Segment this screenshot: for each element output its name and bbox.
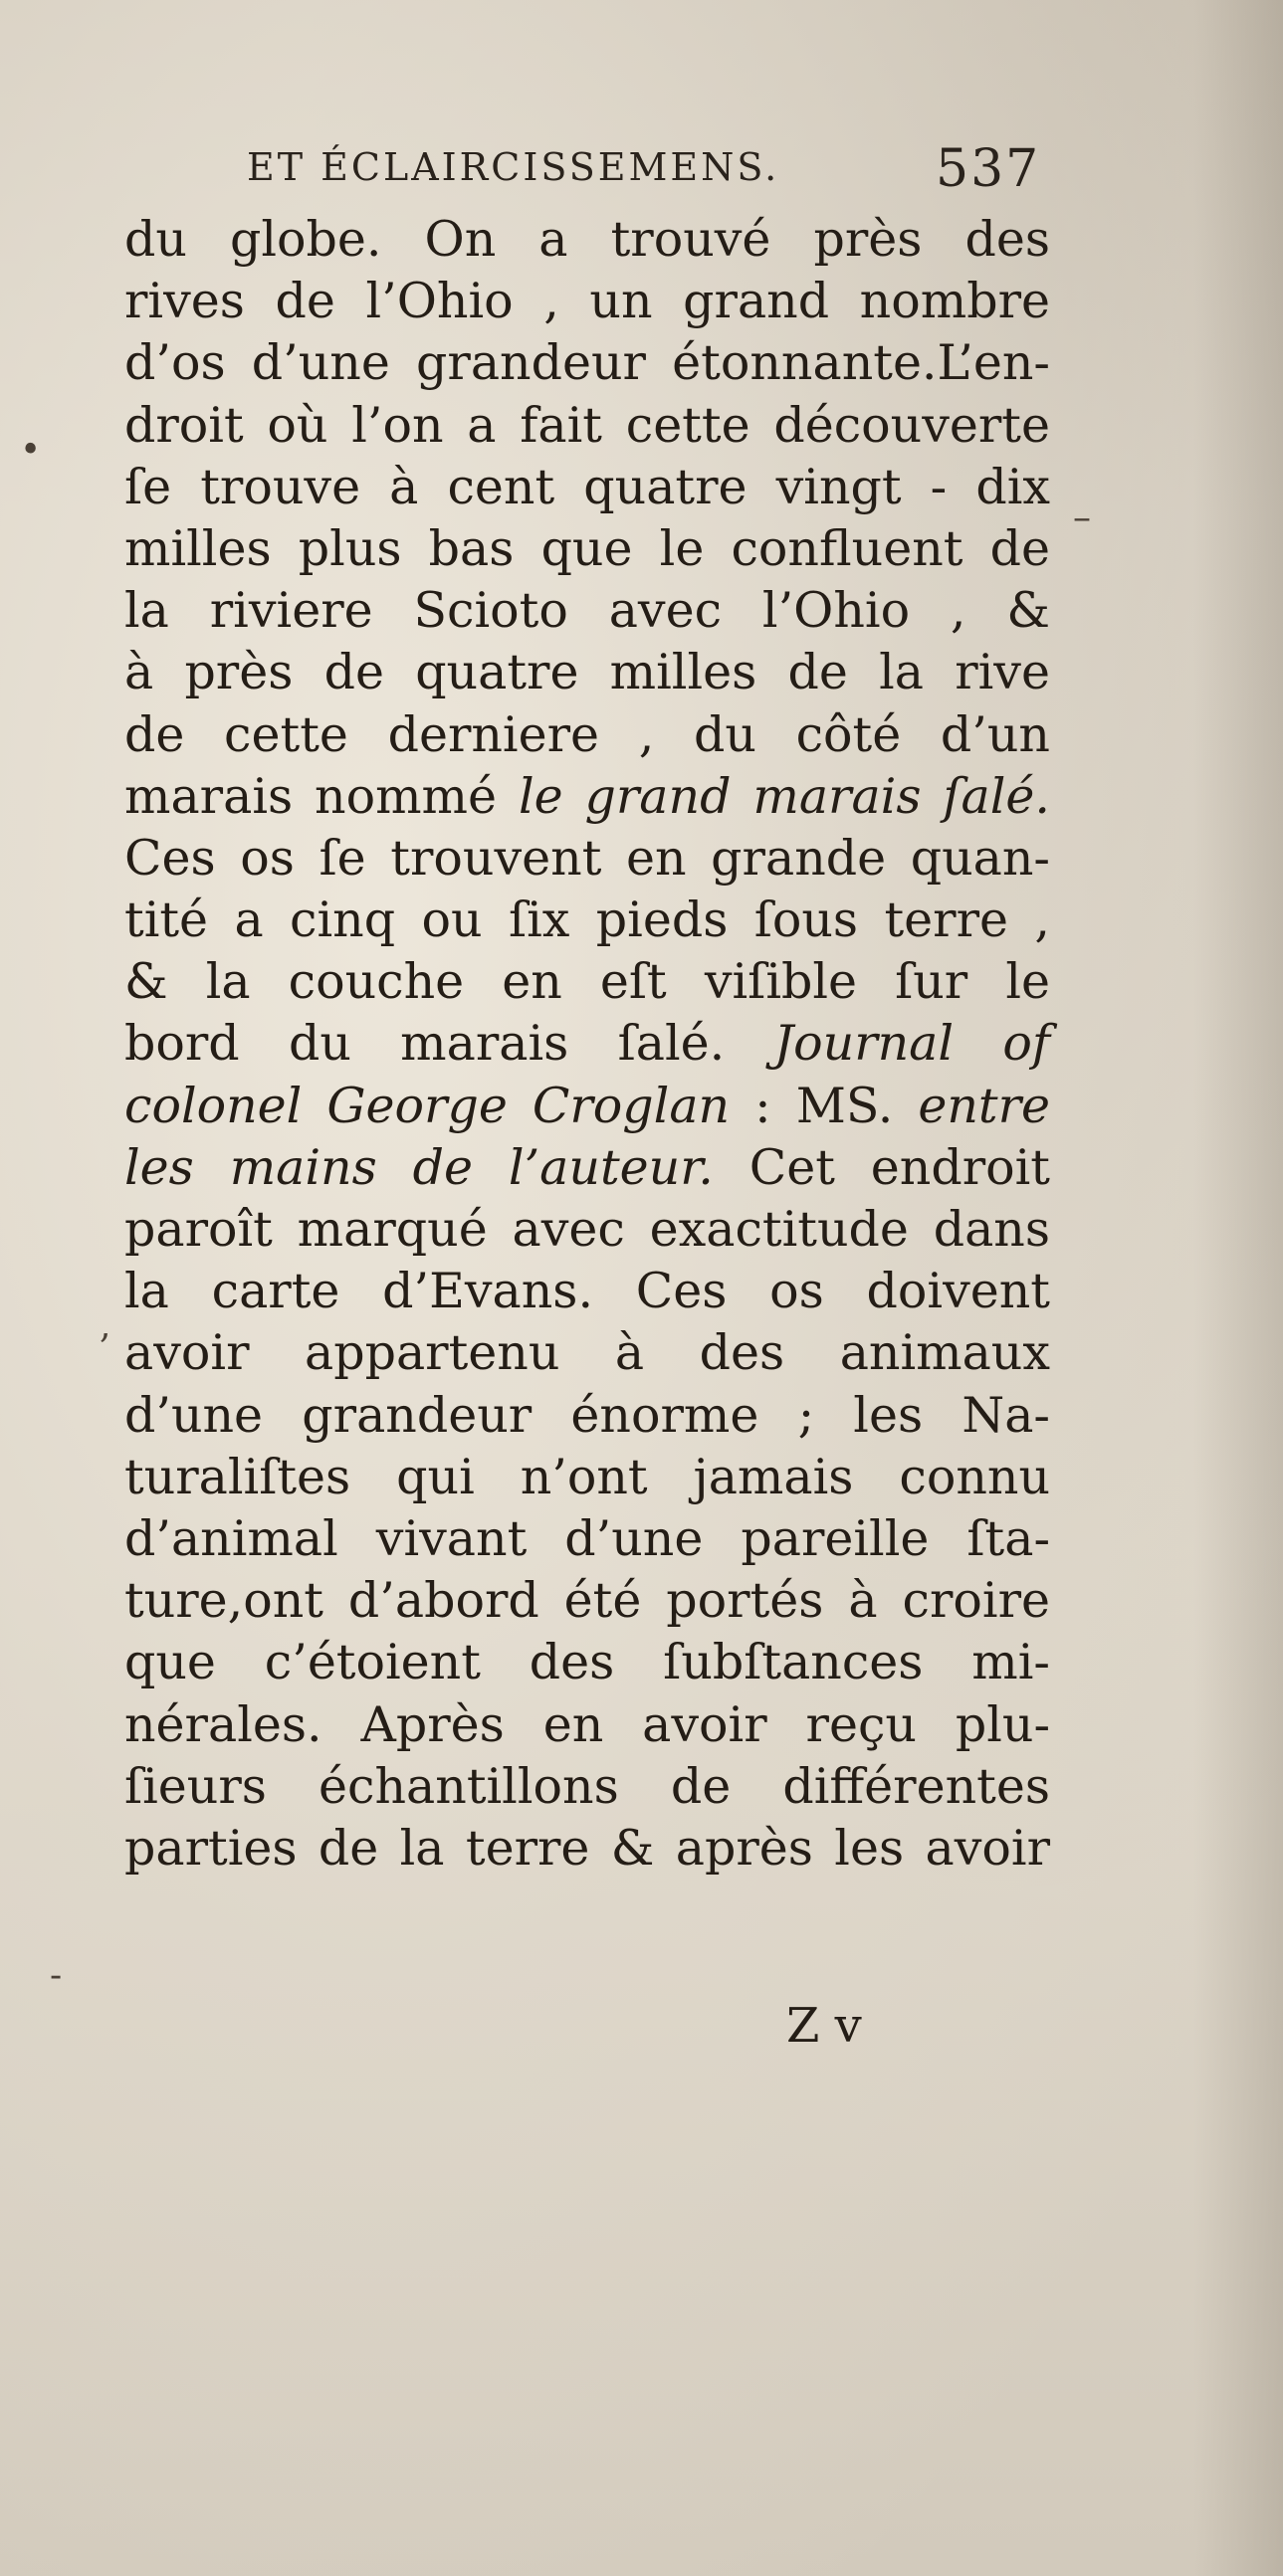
text-line <box>124 580 1050 642</box>
running-head <box>0 139 1283 209</box>
text-line <box>124 642 1050 703</box>
text-run: ſe trouve à cent quatre vingt - dix <box>124 458 1050 515</box>
italic-text: le grand marais ſalé. <box>518 767 1050 825</box>
italic-text: Journal of <box>773 1015 1050 1073</box>
text-line <box>124 1199 1050 1261</box>
italic-text: les mains de l’auteur. <box>124 1138 714 1196</box>
text-run: de cette derniere , du côté d’un <box>124 705 1050 763</box>
text-run: ſieurs échantillons de différentes <box>124 1757 1050 1815</box>
text-run: nérales. Après en avoir reçu plu- <box>124 1695 1050 1753</box>
text-line <box>124 1508 1050 1570</box>
text-line <box>124 1756 1050 1818</box>
text-run: & la couche en eſt viſible ſur le <box>124 953 1050 1011</box>
text-run: milles plus bas que le confluent de <box>124 519 1050 577</box>
text-line <box>124 1322 1050 1384</box>
text-line <box>124 1137 1050 1199</box>
text-run: rives de l’Ohio , un grand nombre <box>124 273 1050 330</box>
text-line <box>124 1076 1050 1137</box>
text-line <box>124 209 1050 271</box>
text-line <box>124 890 1050 951</box>
text-run: marais nommé <box>124 767 519 825</box>
margin-mark: - <box>50 1955 63 1996</box>
text-line <box>124 395 1050 457</box>
text-run: Ces os ſe trouvent en grande quan- <box>124 829 1050 887</box>
text-line <box>124 1385 1050 1447</box>
text-run: paroît marqué avec exactitude dans <box>124 1201 1050 1258</box>
text-run: ture,ont d’abord été portés à croire <box>124 1572 1050 1630</box>
margin-mark: • <box>20 430 42 471</box>
text-run: la carte d’Evans. Ces os doivent <box>124 1263 1050 1320</box>
text-line <box>124 828 1050 890</box>
text-line <box>124 1818 1050 1880</box>
text-run: bord du marais ſalé. <box>124 1015 774 1073</box>
text-run: avoir appartenu à des animaux <box>124 1324 1050 1382</box>
text-line <box>124 951 1050 1013</box>
signature-mark: Z v <box>786 1998 862 2054</box>
page-edge-shadow <box>1193 0 1283 2576</box>
text-run: d’os d’une grandeur étonnante.L’en- <box>124 334 1050 392</box>
text-run: d’une grandeur énorme ; les Na- <box>124 1386 1050 1444</box>
text-run: du globe. On a trouvé près des <box>124 211 1050 268</box>
margin-mark: – <box>1073 497 1091 538</box>
text-run: à près de quatre milles de la rive <box>124 644 1050 701</box>
text-run: turaliſtes qui n’ont jamais connu <box>124 1448 1050 1505</box>
body-text <box>124 209 1050 1880</box>
text-line <box>124 1013 1050 1075</box>
text-line <box>124 1570 1050 1632</box>
text-run: tité a cinq ou ſix pieds ſous terre , <box>124 892 1050 949</box>
text-run: : MS. <box>730 1077 919 1134</box>
text-line <box>124 332 1050 394</box>
running-head-title: ET ÉCLAIRCISSEMENS. <box>247 145 780 189</box>
text-line <box>124 1261 1050 1322</box>
margin-mark: , <box>100 1305 111 1346</box>
text-run: la riviere Scioto avec l’Ohio , & <box>124 582 1050 640</box>
text-run: parties de la terre & après les avoir <box>124 1819 1050 1877</box>
text-line <box>124 1694 1050 1756</box>
text-run: Cet endroit <box>713 1138 1050 1196</box>
text-run: d’animal vivant d’une pareille ſta- <box>124 1509 1050 1567</box>
text-line <box>124 704 1050 766</box>
text-line <box>124 457 1050 518</box>
text-run: droit où l’on a fait cette découverte <box>124 396 1050 454</box>
page-number: 537 <box>936 139 1041 199</box>
italic-text: colonel George Croglan <box>124 1077 731 1134</box>
italic-text: entre <box>918 1077 1050 1134</box>
text-run: que c’étoient des ſubſtances mi- <box>124 1634 1050 1691</box>
text-line <box>124 271 1050 332</box>
text-line <box>124 1447 1050 1508</box>
text-line <box>124 1632 1050 1693</box>
text-line <box>124 766 1050 828</box>
text-line <box>124 518 1050 580</box>
